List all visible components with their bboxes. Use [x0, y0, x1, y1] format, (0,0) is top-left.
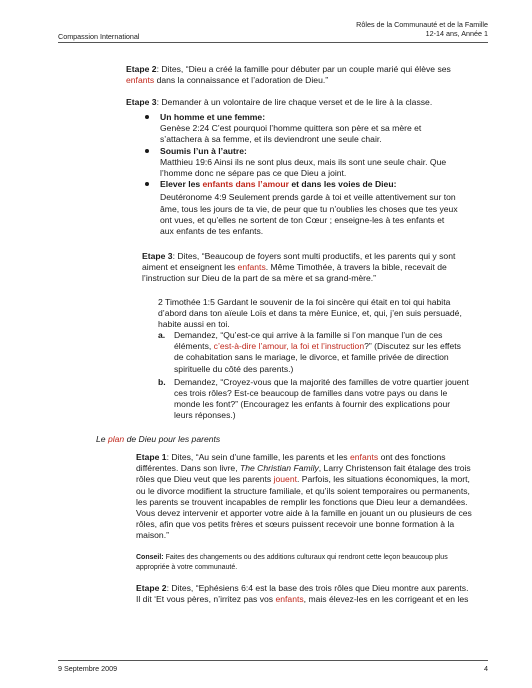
etape2-intro	[126, 64, 472, 86]
highlight-text: enfants	[275, 594, 304, 605]
step-text: : Dites, “Ephésiens 6:4 est la base des trois rôles que Dieu montre aux parents. Il dit ‘Et vous pères, n’irritez pas vos	[136, 583, 469, 605]
footer-page-number: 4	[484, 664, 488, 673]
step-text: , Larry Christenson fait étalage des trois rôles que Dieu veut que les parents	[136, 463, 471, 485]
header-org: Compassion International	[58, 32, 140, 41]
step-label: Etape 2	[136, 583, 167, 593]
etape1-saying	[136, 452, 472, 542]
bullet-verse: Matthieu 19:6 Ainsi ils ne sont plus deux, mais ils sont une seule chair. Que l’homme donc ne sépare pas ce que Dieu a joint.	[160, 156, 447, 179]
timothy-verse: 2 Timothée 1:5 Gardant le souvenir de la foi sincère qui était en toi qui habita d’abord dans ton aïeule Loïs et dans ta mère Eunice, et, qui, j’en suis persuadé, habite aussi en toi.	[158, 297, 462, 330]
etape3-instruction	[126, 97, 472, 108]
tip-label: Conseil:	[136, 554, 164, 561]
question-part: ?” (Discutez sur les effets de cohabitation sans le mariage, le divorce, et famille privée de direction spirituelle du côté des parents.)	[174, 341, 461, 374]
step-label: Etape 3	[142, 251, 173, 261]
highlight-text: jouent	[273, 474, 298, 485]
step-label: Etape 1	[136, 452, 167, 462]
step-text: : Dites, “Au sein d’une famille, les parents et les	[166, 452, 350, 462]
step-text: , mais élevez-les en les corrigeant et en les	[303, 594, 469, 605]
highlight-text: enfants dans l’amour	[202, 179, 289, 190]
etape3-saying	[142, 251, 472, 285]
bullet-item	[160, 146, 460, 180]
highlight-text: plan	[107, 434, 125, 444]
bullet-title: Soumis l’un à l’autre:	[160, 145, 247, 156]
list-marker: a.	[158, 330, 166, 340]
bullet-icon	[145, 149, 149, 153]
step-text: : Demander à un volontaire de lire chaque verset et de le lire à la classe.	[156, 97, 433, 107]
step-text: ont des fonctions différentes. Dans son livre,	[136, 452, 446, 474]
bullet-item	[160, 112, 460, 146]
step-label: Etape 3	[126, 97, 157, 107]
header-doc-title: Rôles de la Communauté et de la Famille	[356, 20, 488, 29]
bullet-icon	[145, 182, 149, 186]
highlight-text: c’est-à-dire l’amour, la foi et l’instruction	[213, 341, 365, 352]
question-part: Demandez, “Qu’est-ce qui arrive à la famille si l’on manque l’un de ces éléments,	[174, 330, 443, 352]
step-text: : Dites, “Dieu a créé la famille pour débuter par un couple marié qui élève ses	[156, 64, 451, 74]
title-part: et dans les voies de Dieu:	[288, 179, 397, 190]
question-list	[158, 330, 470, 422]
highlight-text: enfants	[350, 452, 379, 462]
bullet-title: Un homme et une femme:	[160, 112, 266, 122]
section-heading	[96, 434, 220, 444]
question-item	[158, 377, 470, 422]
tip-note	[136, 553, 476, 572]
step-text: . Parfois, les situations économiques, la mort, ou le divorce modifient la structure familiale, et qu’ils soient temporaires ou permanents, les parents se trouvent incapables de remplir les fonctions que Dieu leur a demandées. Vous devez intervenir et apporter votre aide à la famille en jouant un ou plusieurs de ces rôles, afin que vos petits frères et sœurs puissent recevoir une bonne formation à la maison.”	[136, 474, 472, 541]
step-text: : Dites, “Beaucoup de foyers sont multi productifs, et les parents qui y sont aiment et enseignent les	[142, 251, 456, 273]
book-title: The Christian Family	[239, 463, 319, 474]
heading-part: Le	[96, 434, 108, 444]
title-part: Elever les	[160, 179, 203, 190]
list-marker: b.	[158, 376, 166, 387]
bullet-title	[160, 179, 460, 190]
highlight-text: enfants	[126, 75, 155, 86]
header-doc-subtitle: 12-14 ans, Année 1	[425, 29, 488, 38]
step-text: dans la connaissance et l’adoration de Dieu.”	[154, 75, 329, 86]
bullet-verse: Genèse 2:24 C’est pourquoi l’homme quittera son père et sa mère et s’attachera à sa femme, et ils deviendront une seule chair.	[160, 123, 422, 145]
footer-date: 9 Septembre 2009	[58, 664, 118, 673]
bullet-icon	[145, 115, 149, 119]
bullet-item	[160, 179, 460, 237]
highlight-text: enfants	[237, 262, 266, 273]
step-label: Etape 2	[126, 64, 157, 74]
bullet-verse: Deutéronome 4:9 Seulement prends garde à toi et veille attentivement sur ton âme, tous les jours de ta vie, de peur que tu n’oublies les choses que tes yeux ont vues, et qu’elles ne sortent de ton Cœur ; enseigne-les à tes enfants et aux enfants de tes enfants.	[160, 192, 458, 237]
step-text: . Même Timothée, à travers la bible, recevait de l’instruction sur Dieu de la part de sa mère et sa grand-mère.”	[142, 262, 447, 284]
heading-part: de Dieu pour les parents	[124, 434, 221, 444]
question-text	[174, 330, 470, 375]
question-text: Demandez, “Croyez-vous que la majorité des familles de votre quartier jouent ces trois rôles? Est-ce beaucoup de familles dans votre pays ou dans le monde les font?” (Encouragez les enfants à fournir des explications pour leurs réponses.)	[174, 376, 469, 421]
footer-rule	[58, 660, 488, 661]
verse-bullet-list	[160, 112, 460, 237]
tip-text: Faites des changements ou des additions culturaux qui rendront cette leçon beaucoup plus appropriée à votre communauté.	[136, 554, 448, 571]
question-item	[158, 330, 470, 375]
header-title-block	[356, 20, 488, 38]
etape2-ephesians	[136, 583, 472, 605]
header-rule	[58, 42, 488, 43]
